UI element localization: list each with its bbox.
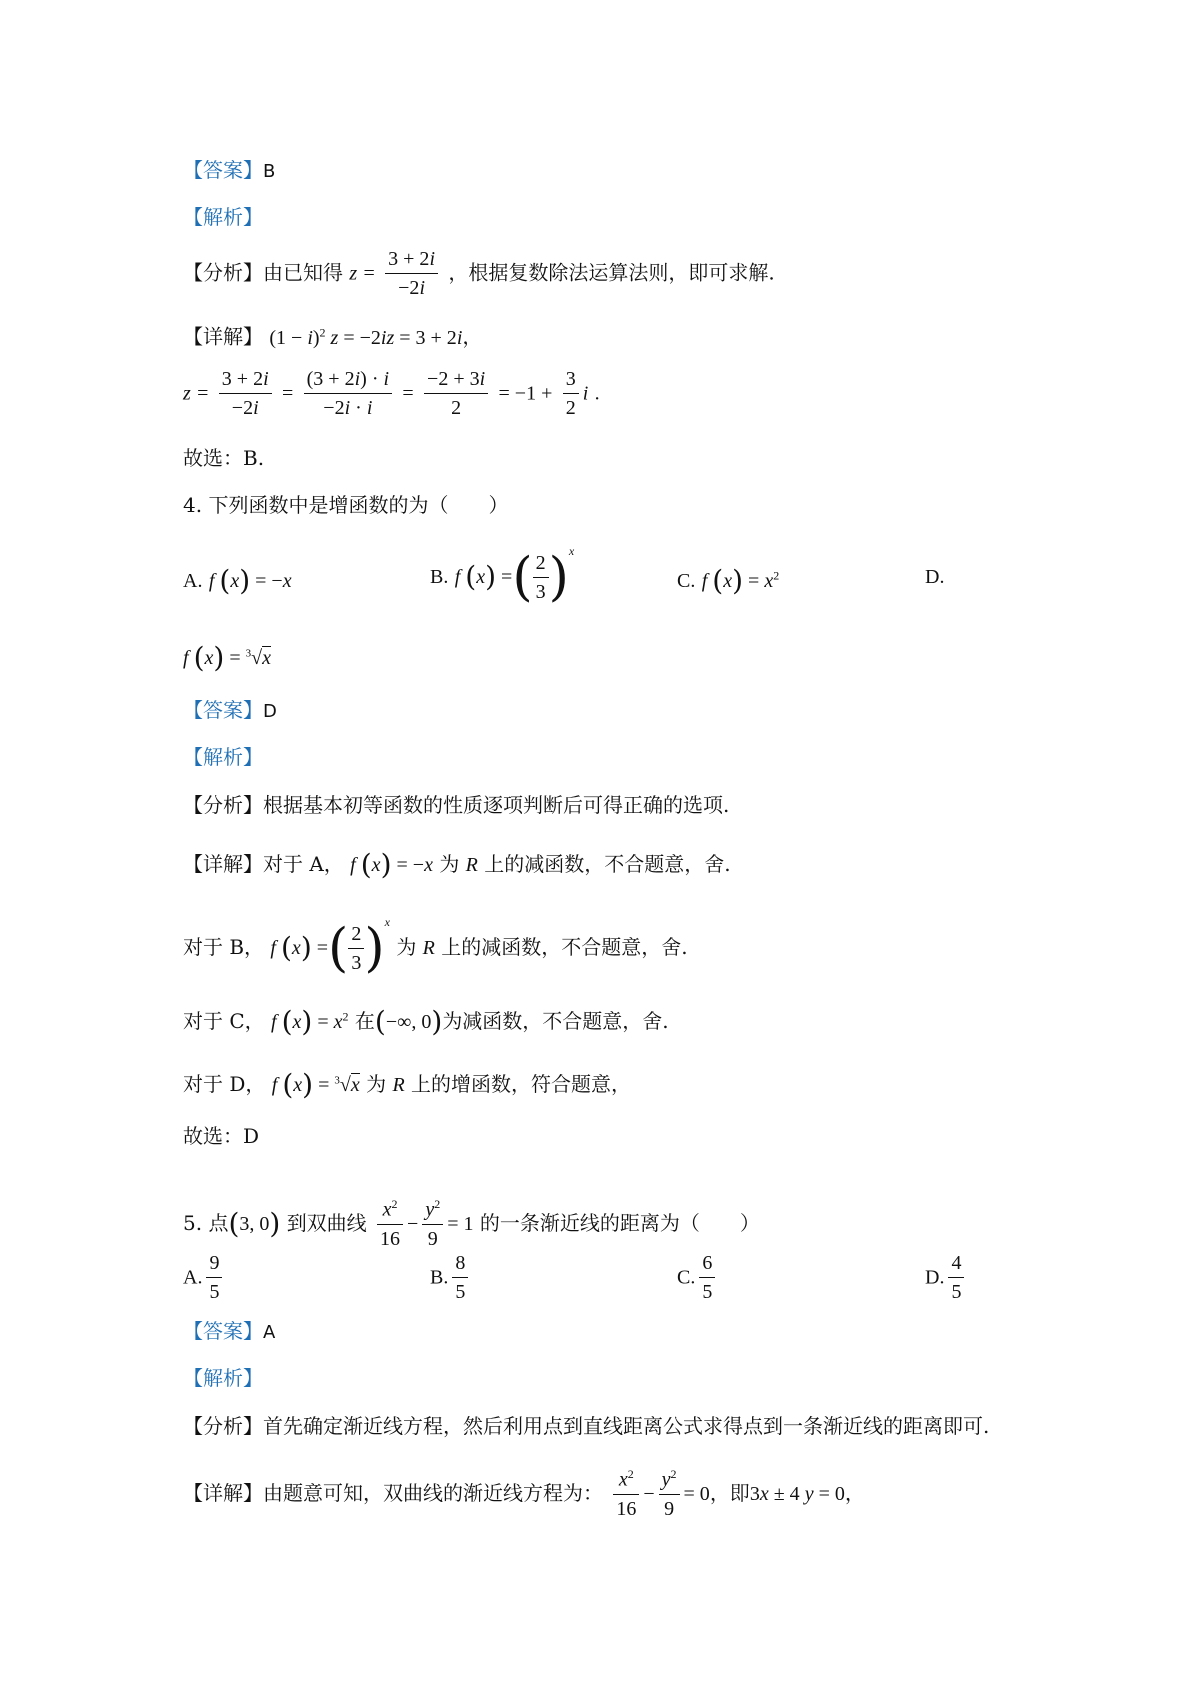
q4-option-b: B. f (x) =( $\frac{2}{3}$ )$^x$ (430, 544, 575, 608)
q5-fenxi: 【分析】首先确定渐近线方程，然后利用点到直线距离公式求得点到一条渐近线的距离即可. (183, 1414, 990, 1438)
q3-formula-chain: z = $\frac{3 + 2i}{-2i}$ = $\frac{(3 + 2i) \cdot i}{-2i \cdot i}$ = $\frac{-2 + 3i}{2}$ = −1 + $\frac{3}{2}$ i . (183, 368, 600, 419)
q5-answer-line: 【答案】A (183, 1319, 276, 1343)
q3-analysis-tag: 【解析】 (183, 205, 263, 229)
q4-option-d: D. (925, 566, 945, 588)
q4-detail-b: 对于 B， f (x) =( $\frac{2}{3}$ )$^x$ 为 R 上的减函数，不合题意，舍. (183, 915, 688, 979)
q4-analysis-tag: 【解析】 (183, 745, 263, 769)
answer-value: B (263, 161, 276, 182)
q3-fenxi: 【分析】由已知得 z = $\frac{3 + 2i}{-2i}$ ，根据复数除法运算法则，即可求解. (183, 248, 775, 299)
q3-xiangjie: 【详解】 $(1 - i)^2$ z = −2iz = 3 + 2i， (183, 324, 483, 349)
q5-option-d: D. $\frac{4}{5}$ (925, 1252, 968, 1304)
q4-conclusion: 故选：D (183, 1124, 260, 1148)
fenxi-after: ，根据复数除法运算法则，即可求解. (448, 260, 775, 285)
q5-question: 5. 点(3, 0) 到双曲线 $\frac{x^2}{16}$ − $\frac{y^2}{9}$ = 1 的一条渐近线的距离为（ ） (183, 1197, 760, 1250)
fraction-3-2i-over-neg2i: $\frac{3 + 2i}{-2i}$ (385, 248, 438, 300)
q5-analysis-tag: 【解析】 (183, 1366, 263, 1390)
q5-option-a: A. $\frac{9}{5}$ (183, 1252, 226, 1304)
q4-detail-a: 【详解】对于 A， f (x) = −x 为 R 上的减函数，不合题意，舍. (183, 848, 731, 881)
q4-option-c: C. f $(x) = x^2$ (677, 564, 780, 597)
q3-conclusion: 故选：B. (183, 446, 265, 470)
q5-option-b: B. $\frac{8}{5}$ (430, 1252, 472, 1304)
q4-answer-line: 【答案】D (183, 698, 277, 722)
formula-z: z (349, 262, 358, 285)
formula-xiangjie: $(1 - i)^2$ z = −2iz = 3 + 2i (269, 325, 463, 349)
q4-option-d-formula: f (x) = $^3$√x (183, 641, 271, 674)
q3-answer-line (183, 160, 275, 181)
q5-detail: 【详解】由题意可知，双曲线的渐近线方程为： $\frac{x^2}{16}$ − $\frac{y^2}{9}$ = 0，即3x ± 4 y = 0， (183, 1467, 865, 1520)
q4-detail-d: 对于 D， f (x) = $^3$√x 为 R 上的增函数，符合题意， (183, 1068, 632, 1101)
q4-question: 4. 下列函数中是增函数的为（ ） (183, 493, 509, 517)
q4-fenxi: 【分析】根据基本初等函数的性质逐项判断后可得正确的选项. (183, 793, 730, 817)
xiangjie-tag: 【详解】 (183, 324, 263, 349)
fenxi-text: 【分析】由已知得 (183, 260, 343, 285)
q4-option-a: A. f (x) = −x (183, 564, 292, 597)
q4-detail-c: 对于 C， f $(x) = x^2$ 在(−∞, 0)为减函数，不合题意，舍. (183, 1005, 669, 1038)
answer-tag: 【答案】 (183, 158, 263, 182)
q5-option-c: C. $\frac{6}{5}$ (677, 1252, 719, 1304)
